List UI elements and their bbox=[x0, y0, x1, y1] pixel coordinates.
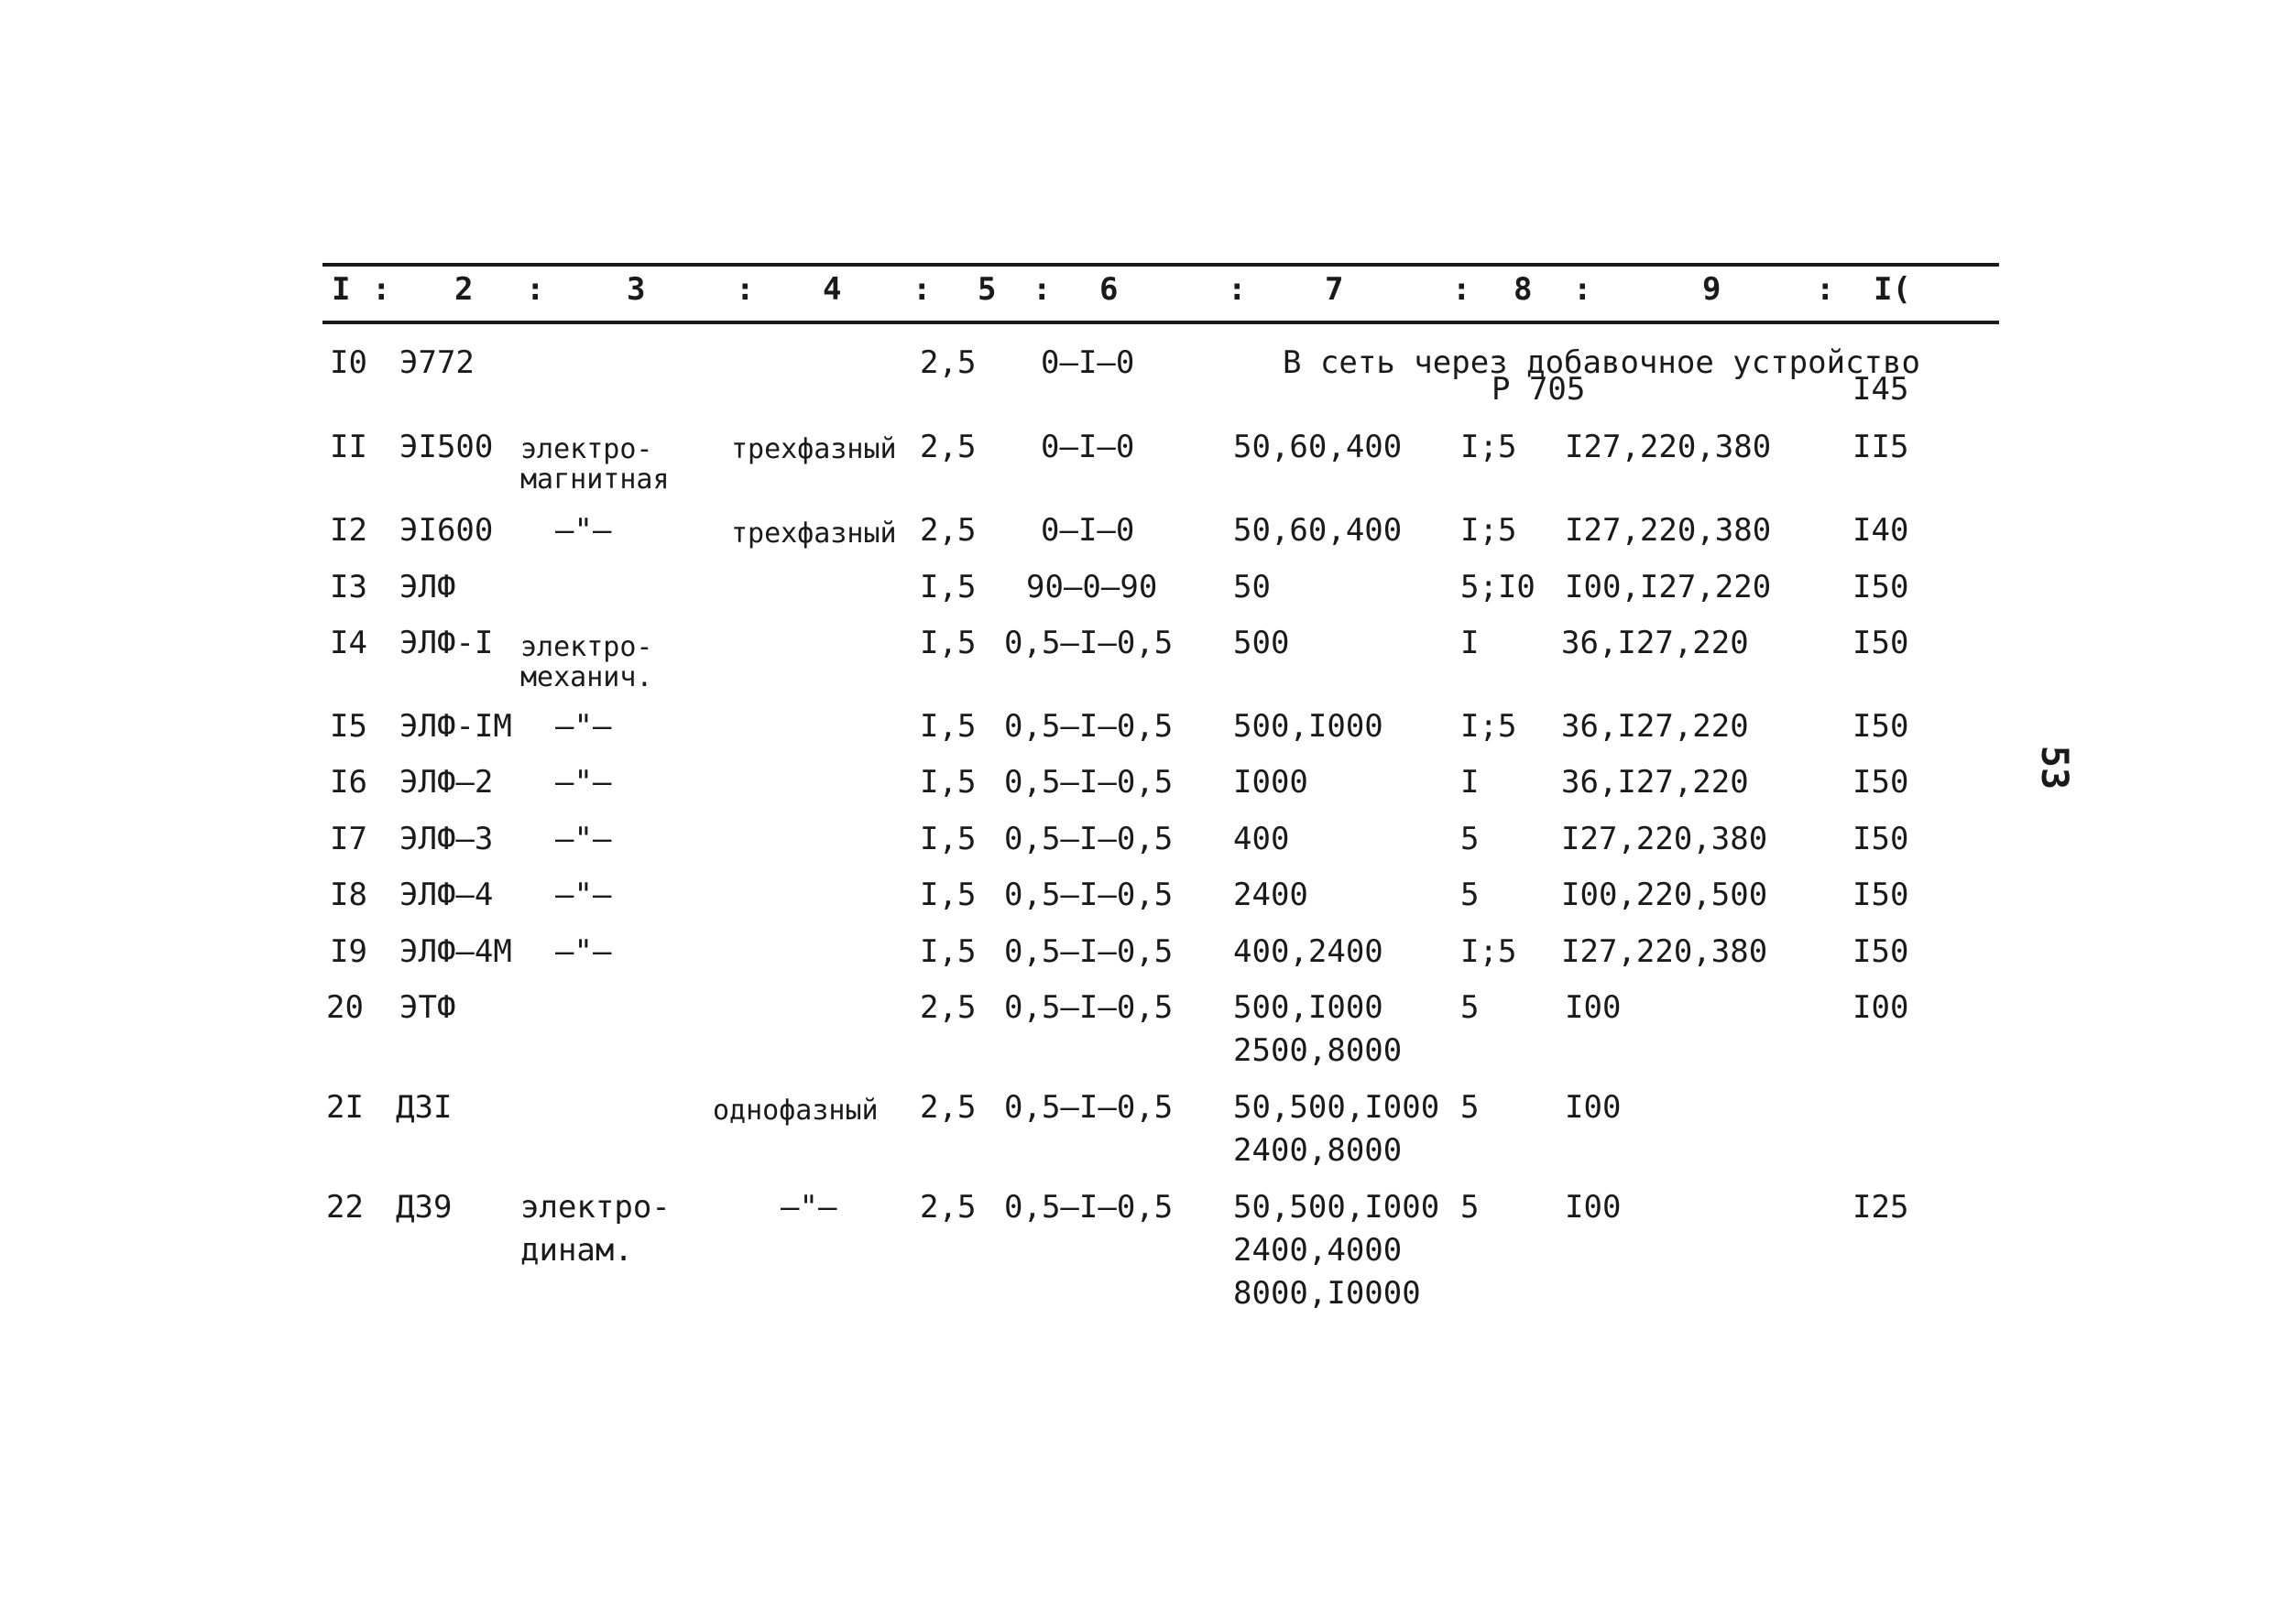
measurement-range: 0–I–0 bbox=[1041, 344, 1135, 381]
row-number: I5 bbox=[330, 708, 367, 745]
row-number: I4 bbox=[330, 625, 367, 661]
last-column-value: I50 bbox=[1852, 933, 1909, 970]
col-header-5: 5 bbox=[978, 271, 997, 308]
current: I;5 bbox=[1460, 708, 1517, 745]
measurement-range: 0,5–I–0,5 bbox=[1004, 877, 1174, 913]
measurement-range: 0,5–I–0,5 bbox=[1004, 1189, 1174, 1226]
instrument-model: ЭЛФ–2 bbox=[399, 764, 494, 801]
col-header-7: 7 bbox=[1325, 271, 1344, 308]
col-separator: : bbox=[372, 271, 391, 308]
last-column-value: I50 bbox=[1852, 625, 1909, 661]
frequency: 50,60,400 bbox=[1233, 512, 1403, 549]
last-column-value: II5 bbox=[1852, 429, 1909, 465]
frequency: 50,500,I000 2400,8000 bbox=[1233, 1089, 1440, 1169]
row-number: I9 bbox=[330, 933, 367, 970]
row-number: II bbox=[330, 429, 367, 465]
row-number: I7 bbox=[330, 821, 367, 857]
mechanism-type: –"– bbox=[555, 821, 612, 857]
last-column-value: I50 bbox=[1852, 708, 1909, 745]
current: I;5 bbox=[1460, 512, 1517, 549]
instrument-model: ЭI600 bbox=[399, 512, 494, 549]
frequency: 500 bbox=[1233, 625, 1290, 661]
row-number: 22 bbox=[326, 1189, 364, 1226]
last-column-value: I50 bbox=[1852, 569, 1909, 605]
accuracy-class: I,5 bbox=[920, 625, 977, 661]
frequency: I000 bbox=[1233, 764, 1308, 801]
voltage: I00 bbox=[1565, 1189, 1622, 1226]
measurement-range: 0,5–I–0,5 bbox=[1004, 933, 1174, 970]
frequency: 50,500,I000 2400,4000 8000,I0000 bbox=[1233, 1189, 1440, 1312]
voltage: I27,220,380 bbox=[1561, 933, 1768, 970]
instrument-model: ЭI500 bbox=[399, 429, 494, 465]
accuracy-class: I,5 bbox=[920, 877, 977, 913]
col-header-1: I bbox=[332, 271, 351, 308]
frequency: 50 bbox=[1233, 569, 1271, 605]
frequency: 2400 bbox=[1233, 877, 1308, 913]
frequency: 400,2400 bbox=[1233, 933, 1383, 970]
col-header-10: I( bbox=[1874, 271, 1911, 308]
mechanism-type: электро- динам. bbox=[520, 1189, 671, 1269]
measurement-range: 0,5–I–0,5 bbox=[1004, 1089, 1174, 1126]
voltage: I00 bbox=[1565, 1089, 1622, 1126]
table-top-rule bbox=[322, 263, 1999, 267]
col-separator: : bbox=[1452, 271, 1471, 308]
voltage: I00 bbox=[1565, 989, 1622, 1026]
col-separator: : bbox=[736, 271, 755, 308]
accuracy-class: 2,5 bbox=[920, 429, 977, 465]
last-column-value: I50 bbox=[1852, 821, 1909, 857]
col-separator: : bbox=[1573, 271, 1592, 308]
voltage: 36,I27,220 bbox=[1561, 625, 1749, 661]
instrument-model: ЭЛФ bbox=[399, 569, 456, 605]
col-separator: : bbox=[912, 271, 932, 308]
instrument-model: Э772 bbox=[399, 344, 475, 381]
voltage: I27,220,380 bbox=[1565, 512, 1772, 549]
phase-type: трехфазный bbox=[731, 518, 897, 550]
instrument-model: ЭЛФ–4 bbox=[399, 877, 494, 913]
row-number: I6 bbox=[330, 764, 367, 801]
voltage: I27,220,380 bbox=[1565, 429, 1772, 465]
measurement-range: 0,5–I–0,5 bbox=[1004, 625, 1174, 661]
accuracy-class: 2,5 bbox=[920, 512, 977, 549]
row-number: I2 bbox=[330, 512, 367, 549]
col-header-4: 4 bbox=[823, 271, 842, 308]
accuracy-class: 2,5 bbox=[920, 989, 977, 1026]
current: I bbox=[1460, 764, 1480, 801]
accuracy-class: 2,5 bbox=[920, 344, 977, 381]
frequency: 50,60,400 bbox=[1233, 429, 1403, 465]
accuracy-class: I,5 bbox=[920, 933, 977, 970]
col-header-8: 8 bbox=[1514, 271, 1533, 308]
current: 5 bbox=[1460, 877, 1480, 913]
mechanism-type: электро- магнитная bbox=[520, 433, 670, 496]
voltage: I00,I27,220 bbox=[1565, 569, 1772, 605]
row-number: 20 bbox=[326, 989, 364, 1026]
col-header-2: 2 bbox=[454, 271, 474, 308]
col-header-6: 6 bbox=[1099, 271, 1119, 308]
phase-type: трехфазный bbox=[731, 433, 897, 465]
instrument-model: ЭЛФ-I bbox=[399, 625, 494, 661]
table-header-rule bbox=[322, 321, 1999, 324]
measurement-range: 0,5–I–0,5 bbox=[1004, 708, 1174, 745]
instrument-model: ЭЛФ–4М bbox=[399, 933, 512, 970]
last-column-value: I50 bbox=[1852, 877, 1909, 913]
accuracy-class: I,5 bbox=[920, 821, 977, 857]
voltage: 36,I27,220 bbox=[1561, 708, 1749, 745]
col-separator: : bbox=[1033, 271, 1052, 308]
voltage: I27,220,380 bbox=[1561, 821, 1768, 857]
last-column-value: I40 bbox=[1852, 512, 1909, 549]
col-header-3: 3 bbox=[627, 271, 646, 308]
measurement-range: 0–I–0 bbox=[1041, 429, 1135, 465]
last-column-value: I25 bbox=[1852, 1189, 1909, 1226]
phase-type: однофазный bbox=[713, 1095, 879, 1127]
row-number: 2I bbox=[326, 1089, 364, 1126]
column-header-row bbox=[0, 271, 2273, 311]
col-separator: : bbox=[1228, 271, 1247, 308]
frequency: 500,I000 bbox=[1233, 708, 1383, 745]
measurement-range: 90–0–90 bbox=[1026, 569, 1158, 605]
row-number: I3 bbox=[330, 569, 367, 605]
mechanism-type: –"– bbox=[555, 708, 612, 745]
mechanism-type: –"– bbox=[555, 512, 612, 549]
current: 5 bbox=[1460, 1189, 1480, 1226]
current: 5 bbox=[1460, 989, 1480, 1026]
current: I;5 bbox=[1460, 933, 1517, 970]
col-header-9: 9 bbox=[1702, 271, 1721, 308]
row-number: I0 bbox=[330, 344, 367, 381]
page-number: 53 bbox=[2033, 745, 2076, 790]
measurement-range: 0–I–0 bbox=[1041, 512, 1135, 549]
last-column-value: I50 bbox=[1852, 764, 1909, 801]
last-column-value: I45 bbox=[1852, 371, 1909, 408]
instrument-model: Д3I bbox=[396, 1089, 453, 1126]
accuracy-class: I,5 bbox=[920, 764, 977, 801]
accuracy-class: I,5 bbox=[920, 708, 977, 745]
accuracy-class: 2,5 bbox=[920, 1189, 977, 1226]
current: I bbox=[1460, 625, 1480, 661]
current: 5 bbox=[1460, 821, 1480, 857]
measurement-range: 0,5–I–0,5 bbox=[1004, 821, 1174, 857]
last-column-value: I00 bbox=[1852, 989, 1909, 1026]
measurement-range: 0,5–I–0,5 bbox=[1004, 989, 1174, 1026]
col-separator: : bbox=[526, 271, 545, 308]
connection-device: Р 705 bbox=[1492, 371, 1586, 408]
instrument-model: ЭЛФ–3 bbox=[399, 821, 494, 857]
mechanism-type: –"– bbox=[555, 877, 612, 913]
mechanism-type: электро- механич. bbox=[520, 631, 653, 693]
accuracy-class: 2,5 bbox=[920, 1089, 977, 1126]
voltage: I00,220,500 bbox=[1561, 877, 1768, 913]
col-separator: : bbox=[1816, 271, 1835, 308]
mechanism-type: –"– bbox=[555, 933, 612, 970]
measurement-range: 0,5–I–0,5 bbox=[1004, 764, 1174, 801]
voltage: 36,I27,220 bbox=[1561, 764, 1749, 801]
current: 5;I0 bbox=[1460, 569, 1535, 605]
instrument-model: ЭЛФ-IМ bbox=[399, 708, 512, 745]
instrument-model: ЭТФ bbox=[399, 989, 456, 1026]
current: I;5 bbox=[1460, 429, 1517, 465]
instrument-model: Д39 bbox=[396, 1189, 453, 1226]
frequency: 400 bbox=[1233, 821, 1290, 857]
accuracy-class: I,5 bbox=[920, 569, 977, 605]
row-number: I8 bbox=[330, 877, 367, 913]
frequency: 500,I000 2500,8000 bbox=[1233, 989, 1403, 1069]
current: 5 bbox=[1460, 1089, 1480, 1126]
phase-type: –"– bbox=[781, 1189, 837, 1226]
mechanism-type: –"– bbox=[555, 764, 612, 801]
connection-note: В сеть через добавочное устройство bbox=[1283, 344, 1920, 381]
